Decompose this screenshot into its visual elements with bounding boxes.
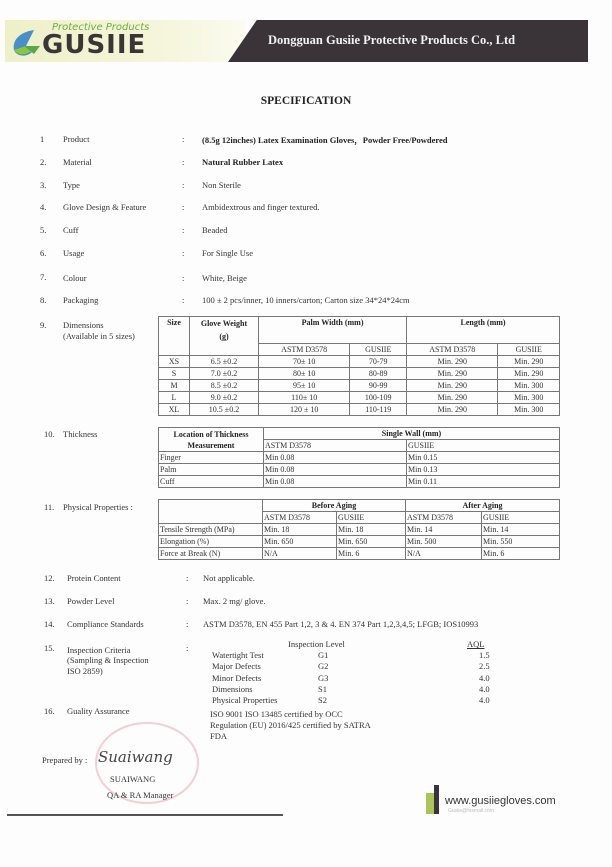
table-cell: Min. 290 (407, 392, 498, 404)
table-cell: 120 ± 10 (259, 404, 350, 416)
astm-header: ASTM D3578 (264, 440, 407, 452)
table-cell: Min. 18 (337, 524, 406, 536)
table-cell: Min 0.08 (264, 476, 407, 488)
aql-header: AQL (467, 639, 485, 649)
table-cell: S (159, 368, 190, 380)
length-header: Length (mm) (407, 317, 560, 344)
table-cell: 8.5 ±0.2 (190, 380, 259, 392)
palm-width-header: Palm Width (mm) (259, 317, 407, 344)
item-value: White, Beige (202, 273, 247, 283)
item-colon: : (182, 157, 185, 167)
preparer-role: QA & RA Manager (107, 790, 174, 800)
table-cell: 6.5 ±0.2 (190, 356, 259, 368)
table-cell: 100-109 (350, 392, 407, 404)
website-link[interactable]: www.gusiiegloves.com (445, 795, 556, 807)
table-cell: Min. 300 (498, 380, 560, 392)
table-cell: Min. 290 (498, 368, 560, 380)
item-number: 13. (44, 596, 55, 606)
item-number: 6. (40, 248, 47, 258)
company-name: Dongguan Gusiie Protective Products Co., Ltd (268, 33, 516, 47)
weight-header-text: Glove Weight (200, 319, 248, 328)
footer-divider (7, 814, 283, 816)
gusiie-header: GUSIIE (350, 344, 407, 356)
table-cell: Min 0.08 (264, 452, 407, 464)
table-row (159, 452, 560, 464)
location-header: Location of Thickness Measurement (159, 428, 264, 452)
item-sublabel: ISO 2859) (67, 666, 103, 676)
inspection-item: Watertight Test (212, 650, 264, 660)
aql-value: 1.5 (479, 650, 490, 660)
table-cell: 90-99 (350, 380, 407, 392)
website-logo-bar-icon (434, 785, 439, 814)
prepared-by-label: Prepared by : (42, 755, 88, 765)
table-cell: Min. 650 (337, 536, 406, 548)
weight-header-text: (g) (219, 332, 229, 341)
table-cell: Min. 290 (498, 356, 560, 368)
item-label: Cuff (63, 225, 79, 235)
gusiie-header: GUSIIE (337, 512, 406, 524)
astm-header: ASTM D3578 (407, 344, 498, 356)
table-cell: 110-119 (350, 404, 407, 416)
table-cell: Tensile Strength (MPa) (159, 524, 263, 536)
table-cell: Min. 500 (406, 536, 482, 548)
item-label: Dimensions (63, 320, 104, 330)
gusiie-header: GUSIIE (482, 512, 560, 524)
item-colon: : (186, 573, 189, 583)
astm-header: ASTM D3578 (263, 512, 337, 524)
table-cell: 70± 10 (259, 356, 350, 368)
item-sublabel: (Available in 5 sizes) (63, 331, 135, 341)
item-label: Physical Properties : (63, 502, 133, 512)
table-cell: Min. 14 (482, 524, 560, 536)
table-cell: Min. 290 (407, 380, 498, 392)
aql-value: 4.0 (479, 683, 490, 694)
item-label: Glove Design & Feature (63, 202, 147, 212)
item-number: 11. (44, 502, 55, 512)
item-colon: : (186, 619, 189, 629)
item-value: Natural Rubber Latex (202, 157, 284, 167)
after-aging-header: After Aging (406, 500, 560, 512)
item-value: 100 ± 2 pcs/inner, 10 inners/carton; Carton size 34*24*24cm (202, 295, 410, 305)
table-cell: 110± 10 (259, 392, 350, 404)
item-number: 2. (40, 157, 47, 167)
logo-tagline: Protective Products (52, 22, 150, 33)
table-cell: Min. 550 (482, 536, 560, 548)
item-value: ASTM D3578, EN 455 Part 1,2, 3 & 4. EN 374 Part 1,2,3,4,5; LFGB; IOS10993 (203, 619, 479, 629)
table-cell: Min. 14 (406, 524, 482, 536)
item-label: Guality Assurance (67, 706, 130, 716)
table-cell: Cuff (159, 476, 264, 488)
quality-line: FDA (210, 731, 228, 741)
table-row (159, 524, 560, 536)
inspection-item: Physical Properties (212, 695, 278, 706)
item-label: Product (63, 134, 90, 144)
item-value: Non Sterile (202, 180, 241, 190)
inspection-level-header: Inspection Level (288, 639, 345, 649)
item-colon: : (182, 248, 185, 258)
inspection-item: Major Defects (212, 661, 261, 672)
table-cell: Min. 6 (337, 548, 406, 560)
weight-header (190, 317, 259, 356)
table-cell: M (159, 380, 190, 392)
table-row (159, 464, 560, 476)
gusiie-header: GUSIIE (498, 344, 560, 356)
table-cell: Min. 6 (482, 548, 560, 560)
item-colon: : (182, 273, 185, 283)
size-header: Size (159, 317, 190, 356)
table-cell: 9.0 ±0.2 (190, 392, 259, 404)
quality-line: ISO 9001 ISO 13485 certified by OCC (210, 709, 343, 719)
table-cell: Min. 290 (407, 368, 498, 380)
inspection-item: Minor Defects (212, 672, 262, 683)
item-label: Protein Content (67, 573, 121, 583)
gusiie-header: GUSIIE (407, 440, 560, 452)
item-value: Ambidextrous and finger textured. (202, 202, 320, 212)
signature: Suaiwang (98, 748, 173, 766)
table-cell: 70-79 (350, 356, 407, 368)
before-aging-header: Before Aging (263, 500, 406, 512)
item-colon: : (182, 202, 185, 212)
item-number: 9. (40, 320, 47, 330)
gusiie-logo-icon (10, 28, 42, 58)
table-cell: Min. 18 (263, 524, 337, 536)
dimensions-table (158, 316, 560, 416)
item-label: Compliance Standards (67, 619, 144, 629)
table-cell: Min. 300 (498, 392, 560, 404)
item-sublabel: (Sampling & Inspection (67, 655, 149, 665)
table-cell: Elongation (%) (159, 536, 263, 548)
item-label: Usage (63, 248, 85, 258)
item-number: 8. (40, 295, 47, 305)
item-label: Powder Level (67, 596, 115, 606)
table-row (159, 392, 560, 404)
item-colon: : (182, 134, 185, 144)
item-value: (8.5g 12inches) Latex Examination Gloves，Powder Free/Powdered (202, 135, 448, 145)
item-colon: : (186, 643, 189, 653)
item-value: Beaded (202, 225, 228, 235)
table-cell: Finger (159, 452, 264, 464)
table-cell: L (159, 392, 190, 404)
aql-value: 4.0 (479, 695, 490, 706)
inspection-level: G1 (318, 650, 329, 660)
item-label: Material (63, 157, 92, 167)
quality-line: Regulation (EU) 2016/425 certified by SATRA (210, 720, 371, 730)
astm-header: ASTM D3578 (259, 344, 350, 356)
table-row (159, 476, 560, 488)
item-colon: : (182, 225, 185, 235)
page-title: SPECIFICATION (260, 95, 352, 107)
table-row (159, 380, 560, 392)
blank-cell (159, 500, 263, 524)
item-colon: : (186, 596, 189, 606)
physical-properties-table (158, 499, 560, 560)
item-number: 12. (44, 573, 55, 583)
table-cell: XS (159, 356, 190, 368)
item-number: 16. (44, 706, 55, 716)
aql-value: 4.0 (479, 672, 490, 683)
item-number: 7. (40, 272, 47, 282)
inspection-level: G3 (318, 672, 329, 683)
table-row (159, 548, 560, 560)
table-cell: Min. 300 (498, 404, 560, 416)
table-cell: Min. 290 (407, 404, 498, 416)
item-value: Max. 2 mg/ glove. (203, 596, 266, 606)
item-colon: : (182, 180, 185, 190)
preparer-name: SUAIWANG (110, 774, 156, 784)
table-cell: Min 0.15 (407, 452, 560, 464)
table-row (159, 368, 560, 380)
table-row (159, 536, 560, 548)
table-cell: Palm (159, 464, 264, 476)
table-row (159, 356, 560, 368)
item-label: Type (63, 180, 80, 190)
table-cell: Min 0.08 (264, 464, 407, 476)
item-number: 1 (40, 134, 45, 144)
table-cell: Min. 290 (407, 356, 498, 368)
table-cell: 80± 10 (259, 368, 350, 380)
item-number: 5. (40, 225, 47, 235)
table-cell: Force at Break (N) (159, 548, 263, 560)
thickness-table (158, 427, 560, 488)
table-cell: Min. 650 (263, 536, 337, 548)
table-cell: N/A (406, 548, 482, 560)
table-cell: 10.5 ±0.2 (190, 404, 259, 416)
item-value: Not applicable. (203, 573, 255, 583)
logo-wordmark: GUSIIE (42, 30, 147, 60)
inspection-level: S1 (318, 683, 327, 694)
item-label: Thickness (63, 429, 98, 439)
inspection-level: G2 (318, 661, 329, 672)
table-cell: XL (159, 404, 190, 416)
item-number: 3. (40, 180, 47, 190)
item-colon: : (182, 295, 185, 305)
table-cell: Min 0.11 (407, 476, 560, 488)
astm-header: ASTM D3578 (406, 512, 482, 524)
item-number: 10. (44, 429, 55, 439)
table-cell: 95± 10 (259, 380, 350, 392)
table-cell: 7.0 ±0.2 (190, 368, 259, 380)
table-cell: N/A (263, 548, 337, 560)
item-label: Inspection Criteria (67, 645, 131, 655)
single-wall-header: Single Wall (mm) (264, 428, 560, 440)
inspection-level: S2 (318, 695, 327, 706)
table-cell: 80-89 (350, 368, 407, 380)
item-value: For Single Use (202, 248, 253, 258)
aql-value: 2.5 (479, 661, 490, 672)
item-number: 4. (40, 202, 47, 212)
inspection-item: Dimensions (212, 683, 253, 694)
website-logo-icon (426, 793, 434, 814)
table-cell: Min 0.13 (407, 464, 560, 476)
item-number: 15. (44, 643, 55, 653)
table-row (159, 404, 560, 416)
item-label: Colour (63, 273, 87, 283)
email-text: Gusiie@foxmail.com (448, 808, 494, 814)
item-number: 14. (44, 619, 55, 629)
item-label: Packaging (63, 295, 99, 305)
